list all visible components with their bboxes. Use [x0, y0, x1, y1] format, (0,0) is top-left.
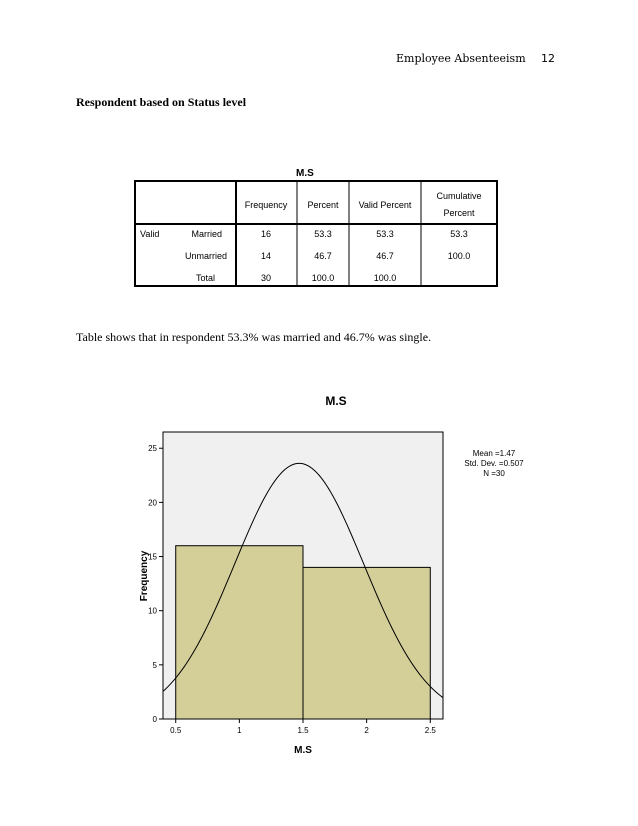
- histogram-bar: [303, 567, 430, 719]
- y-tick-label: 0: [152, 715, 157, 724]
- row-group-label: Valid: [140, 229, 160, 239]
- col-header-valid-percent: Valid Percent: [358, 200, 412, 210]
- col-header-percent: Percent: [307, 200, 339, 210]
- y-tick-label: 20: [148, 498, 157, 508]
- chart-title: M.S: [325, 394, 347, 408]
- cell-percent: 53.3: [314, 229, 332, 239]
- col-header-cumulative-line1: Cumulative: [436, 191, 482, 201]
- histogram-bars: [176, 546, 431, 719]
- y-axis: [148, 444, 163, 724]
- cell-frequency: 16: [260, 229, 272, 239]
- cell-cumulative-percent: 100.0: [447, 251, 471, 261]
- x-tick-label: 1: [237, 726, 242, 735]
- y-axis-label: Frequency: [139, 550, 150, 602]
- stats-std-dev: Std. Dev. =0.507: [464, 459, 524, 468]
- cell-valid-percent: 53.3: [376, 229, 394, 239]
- page-number: 12: [541, 52, 555, 65]
- x-tick-label: 1.5: [297, 726, 309, 735]
- section-heading: Respondent based on Status level: [76, 95, 247, 109]
- table-title: M.S: [296, 168, 314, 179]
- y-tick-label: 10: [148, 606, 157, 616]
- frequency-table: [0, 180, 638, 290]
- row-label: Unmarried: [184, 251, 227, 261]
- stats-n: N =30: [483, 469, 505, 478]
- col-header-frequency: Frequency: [244, 200, 288, 210]
- cell-cumulative-percent: 53.3: [450, 229, 468, 239]
- histogram-chart: [0, 380, 638, 770]
- cell-percent: 46.7: [314, 251, 332, 261]
- x-axis-label: M.S: [294, 745, 312, 756]
- row-label: Married: [191, 229, 222, 239]
- col-header-cumulative-line2: Percent: [443, 208, 475, 218]
- running-head: Employee Absenteeism: [396, 52, 526, 65]
- cell-valid-percent: 100.0: [373, 273, 397, 283]
- y-tick-label: 5: [152, 660, 157, 670]
- cell-percent: 100.0: [311, 273, 335, 283]
- cell-frequency: 30: [260, 273, 272, 283]
- x-tick-label: 2: [364, 726, 369, 735]
- cell-frequency: 14: [260, 251, 272, 261]
- x-tick-label: 0.5: [170, 726, 182, 735]
- x-axis: [170, 719, 436, 735]
- body-paragraph: Table shows that in respondent 53.3% was married and 46.7% was single.: [76, 330, 432, 344]
- y-tick-label: 15: [148, 552, 157, 562]
- stats-mean: Mean =1.47: [472, 449, 516, 458]
- y-tick-label: 25: [148, 444, 157, 454]
- x-tick-label: 2.5: [424, 726, 436, 735]
- cell-valid-percent: 46.7: [376, 251, 394, 261]
- histogram-bar: [176, 546, 303, 719]
- row-label: Total: [195, 273, 215, 283]
